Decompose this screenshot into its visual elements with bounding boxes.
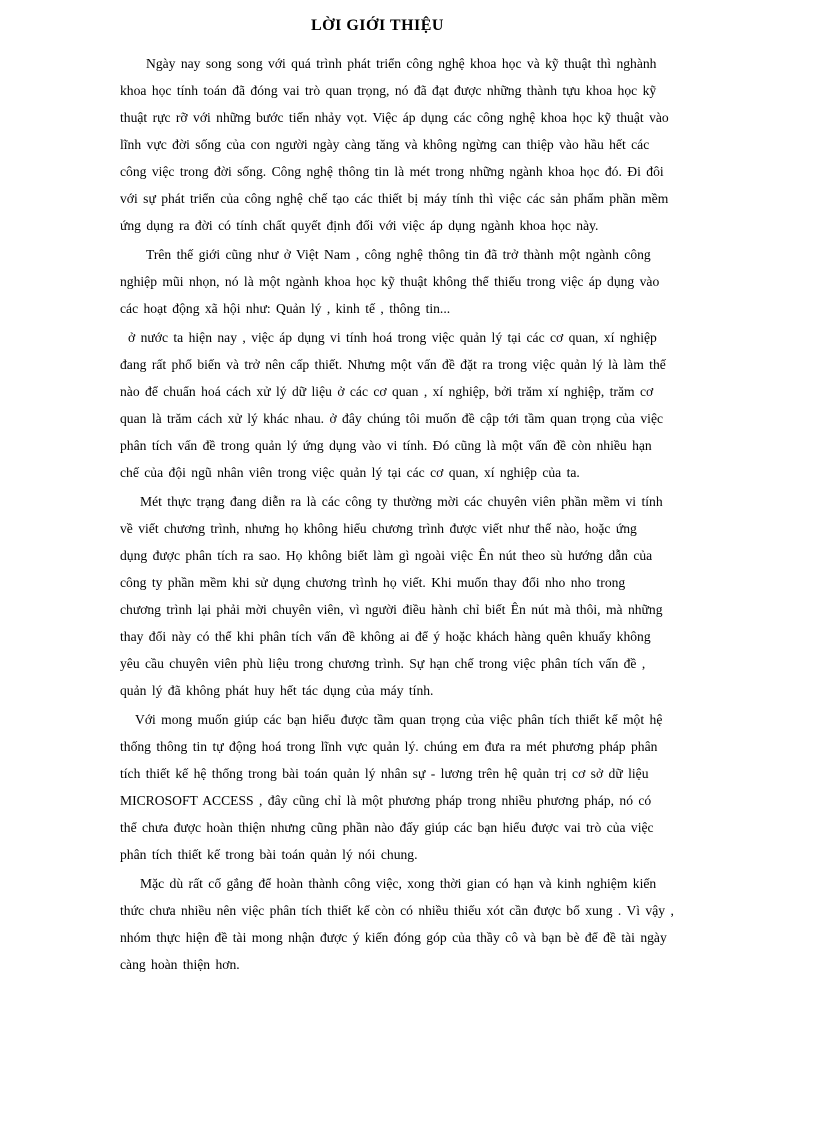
text-line: ở nước ta hiện nay , việc áp dụng vi tính hoá trong việc quản lý tại các cơ quan, xí nghiệp [128,330,657,345]
text-line: Với mong muốn giúp các bạn hiểu được tầm quan trọng của việc phân tích thiết kế một hệ [135,712,663,727]
text-line: chương trình lại phải mời chuyên viên, vì người điều hành chỉ biết Ên nút mà thôi, mà những [120,602,663,617]
text-line: Ngày nay song song với quá trình phát triển công nghệ khoa học và kỹ thuật thì nghành [146,56,657,71]
text-line: đang rất phổ biến và trở nên cấp thiết. Nhưng một vấn đề đặt ra trong việc quản lý là làm thế [120,357,666,372]
text-line: nhóm thực hiện đề tài mong nhận được ý kiến đóng góp của thầy cô và bạn bè để đề tài ngày [120,930,667,945]
text-line: lĩnh vực đời sống của con người ngày càng tăng và không ngừng can thiệp vào hầu hết các [120,137,650,152]
text-line: Trên thế giới cũng như ở Việt Nam , công nghệ thông tin đã trở thành một ngành công [146,247,651,262]
page-title: LỜI GIỚI THIỆU [311,17,444,34]
text-line: Mặc dù rất cố gắng để hoàn thành công việc, xong thời gian có hạn và kinh nghiệm kiến [140,876,657,891]
text-line: về viết chương trình, nhưng họ không hiểu chương trình được viết như thế nào, hoặc ứng [120,521,637,536]
text-line: quan là trăm cách xử lý khác nhau. ở đây chúng tôi muốn đề cập tới tầm quan trọng của việc [120,411,664,426]
text-line: MICROSOFT ACCESS , đây cũng chỉ là một phương pháp trong nhiều phương pháp, nó có [120,793,652,808]
text-line: công việc trong đời sống. Công nghệ thông tin là mét trong những ngành khoa học đó. Đi đôi [120,164,664,179]
text-line: quản lý đã không phát huy hết tác dụng của máy tính. [120,683,434,698]
text-line: tích thiết kế hệ thống trong bài toán quản lý nhân sự - lương trên hệ quản trị cơ sở dữ liệu [120,766,649,781]
text-line: dụng được phân tích ra sao. Họ không biết làm gì ngoài việc Ên nút theo sù hướng dẫn của [120,548,653,563]
text-line: với sự phát triển của công nghệ chế tạo các thiết bị máy tính thì việc các sản phẩm phần mềm [120,191,669,206]
text-line: nghiệp mũi nhọn, nó là một ngành khoa học kỹ thuật không thể thiếu trong việc áp dụng vào [120,274,660,289]
text-line: ứng dụng ra đời có tính chất quyết định đối với việc áp dụng ngành khoa học này. [120,218,599,233]
text-line: Mét thực trạng đang diễn ra là các công ty thường mời các chuyên viên phần mềm vi tính [140,494,663,509]
text-line: thống thông tin tự động hoá trong lĩnh vực quản lý. chúng em đưa ra mét phương pháp phân [120,739,658,754]
text-line: các hoạt động xã hội như: Quản lý , kinh tế , thông tin... [120,301,451,316]
text-line: công ty phần mềm khi sử dụng chương trình họ viết. Khi muốn thay đổi nho nho trong [120,575,626,590]
text-line: thay đổi này có thể khi phân tích vấn đề không ai để ý hoặc khách hàng quên khuấy không [120,629,651,644]
text-line: phân tích vấn đề trong quản lý ứng dụng vào vi tính. Đó cũng là một vấn đề còn nhiều hạn [120,438,652,453]
text-line: khoa học tính toán đã đóng vai trò quan trọng, nó đã đạt được những thành tựu khoa học kỹ [120,83,657,98]
text-line: thể chưa được hoàn thiện nhưng cũng phần nào đấy giúp các bạn hiểu được vai trò của việc [120,820,654,835]
text-line: nào để chuẩn hoá cách xử lý dữ liệu ở các cơ quan , xí nghiệp, bởi trăm xí nghiệp, trăm cơ [120,384,654,399]
text-line: thức chưa nhiều nên việc phân tích thiết kế còn có nhiều thiếu xót cần được bổ xung . Vì vậy , [120,903,674,918]
text-line: thuật rực rỡ với những bước tiến nhảy vọt. Việc áp dụng các công nghệ khoa học kỹ thuật vào [120,110,669,125]
text-line: yêu cầu chuyên viên phù liệu trong chương trình. Sự hạn chế trong việc phân tích vấn đề , [120,656,646,671]
text-line: chế của đội ngũ nhân viên trong việc quản lý tại các cơ quan, xí nghiệp của ta. [120,465,580,480]
text-line: càng hoàn thiện hơn. [120,957,240,972]
text-line: phân tích thiết kế trong bài toán quản lý nói chung. [120,847,418,862]
